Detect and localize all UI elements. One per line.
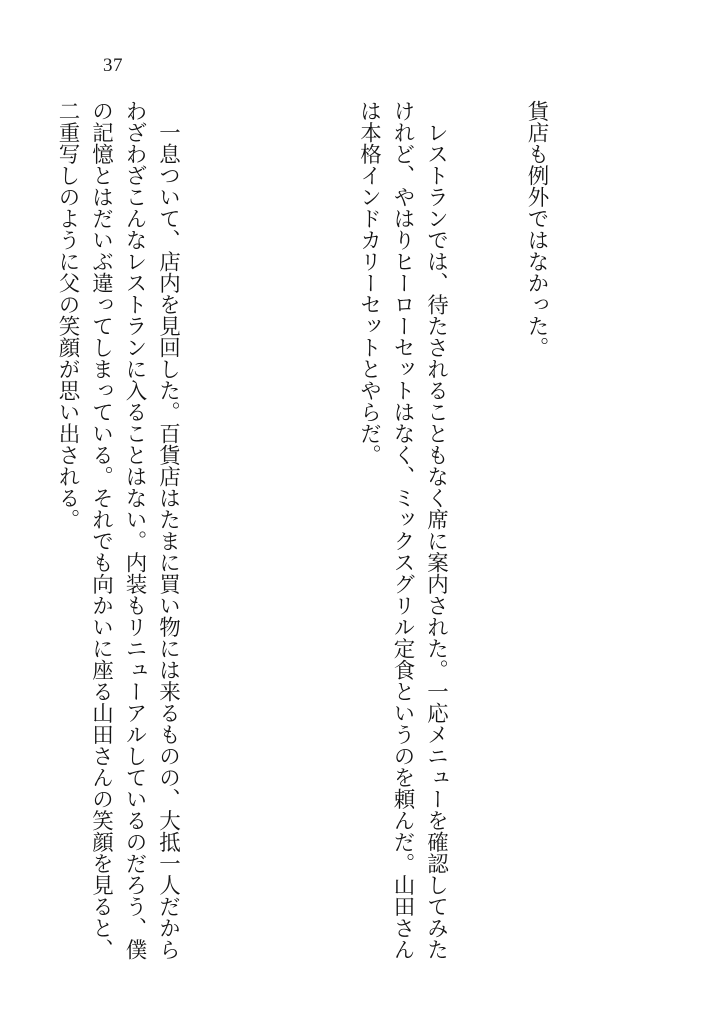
paragraph: 貨店も例外ではなかった。 — [524, 100, 549, 358]
page-number: 37 — [103, 55, 123, 76]
paragraph: レストランでは、待たされることもなく席に案内された。一応メニューを確認してみたけれど、やはりヒーローセットはなく、ミックスグリル定食というのを頼んだ。山田さんは本格インドカリーセットとやらだ。 — [356, 100, 449, 960]
paragraph — [252, 100, 286, 960]
paragraph: 一息ついて、店内を見回した。百貨店はたまに買い物には来るものの、大抵一人だからわざわざこんなレストランに入ることはない。内装もリニューアルしているのだろう、僕の記憶とはだいぶ違ってしまっている。それでも向かいに座る山田さんの笑顔を見ると、二重写しのように父の笑顔が思い出される。 — [55, 100, 181, 960]
body-text — [55, 100, 620, 960]
